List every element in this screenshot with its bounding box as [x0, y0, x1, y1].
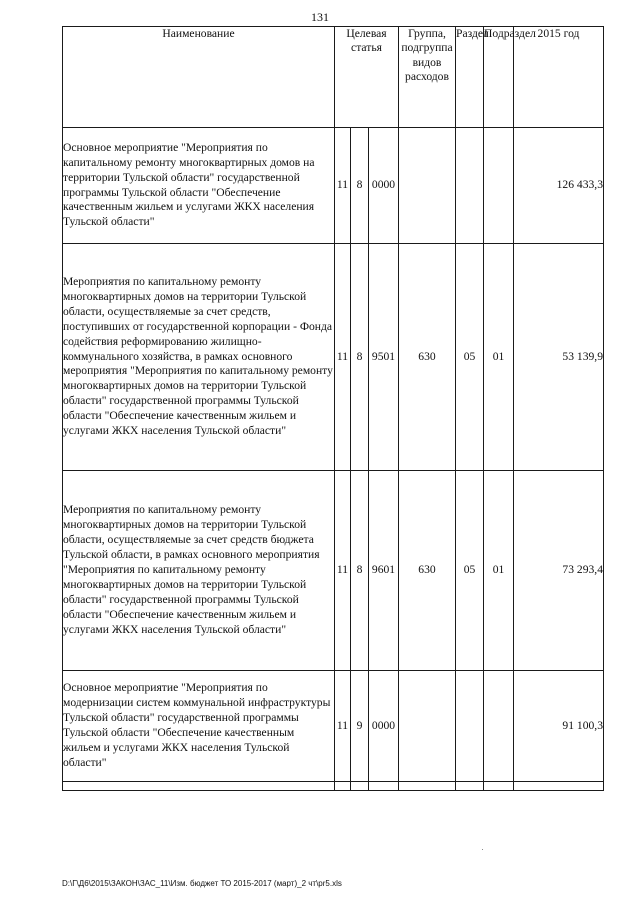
row-name: Основное мероприятие "Мероприятия по капитальному ремонту многоквартирных домов на территории Тульской области" государственной программы Тульской области "Обеспечение качественным жильем и услугами ЖКХ населения Тульской области" — [63, 128, 335, 244]
row-subsection: 01 — [484, 244, 514, 471]
header-group: Группа, подгруппа видов расходов — [399, 27, 456, 128]
row-name: Мероприятия по капитальному ремонту многоквартирных домов на территории Тульской области, осуществляемые за счет средств, поступивших от государственной корпорации - Фонда содействия реформированию жилищно-коммунального хозяйства, в рамках основного мероприятия "Мероприятия по капитальному ремонту многоквартирных домов на территории Тульской области" государственной программы Тульской области "Обеспечение качественным жильем и услугами ЖКХ населения Тульской области" — [63, 244, 335, 471]
table-row — [63, 244, 604, 471]
budget-table — [62, 26, 604, 791]
row-name: Основное мероприятие "Мероприятия по модернизации систем коммунальной инфраструктуры Тульской области" государственной программы Тульской области "Обеспечение качественным жильем и услугами ЖКХ населения Тульской области" — [63, 671, 335, 782]
table-row — [63, 671, 604, 782]
row-subsection — [484, 671, 514, 782]
row-target-1: 11 — [335, 471, 351, 671]
table-header-row — [63, 27, 604, 128]
table-row — [63, 471, 604, 671]
row-group — [399, 128, 456, 244]
row-target-2: 9 — [351, 671, 369, 782]
page-number: 131 — [311, 10, 329, 24]
row-target-1: 11 — [335, 244, 351, 471]
row-amount: 53 139,9 — [514, 244, 604, 471]
row-subsection — [484, 128, 514, 244]
row-amount: 126 433,3 — [514, 128, 604, 244]
header-name: Наименование — [63, 27, 335, 128]
row-target-2: 8 — [351, 128, 369, 244]
row-section — [456, 128, 484, 244]
row-target-3: 9501 — [369, 244, 399, 471]
row-amount: 73 293,4 — [514, 471, 604, 671]
table-row — [63, 128, 604, 244]
row-target-3: 0000 — [369, 128, 399, 244]
header-section: Раздел — [456, 27, 484, 128]
row-target-2: 8 — [351, 244, 369, 471]
row-group: 630 — [399, 471, 456, 671]
row-target-1: 11 — [335, 128, 351, 244]
row-target-3: 0000 — [369, 671, 399, 782]
footer-file-path: D:\Г\Д6\2015\ЗАКОН\ЗАС_11\Изм. бюджет ТО 2015-2017 (март)_2 чт\pr5.xls — [62, 879, 342, 888]
header-subsection: Подраздел — [484, 27, 514, 128]
row-target-2: 8 — [351, 471, 369, 671]
table-end-row — [63, 782, 604, 791]
scan-speck — [482, 849, 483, 850]
header-target: Целевая статья — [335, 27, 399, 128]
row-target-3: 9601 — [369, 471, 399, 671]
row-target-1: 11 — [335, 671, 351, 782]
row-amount: 91 100,3 — [514, 671, 604, 782]
row-group — [399, 671, 456, 782]
row-section: 05 — [456, 244, 484, 471]
row-section: 05 — [456, 471, 484, 671]
row-group: 630 — [399, 244, 456, 471]
header-year: 2015 год — [514, 27, 604, 128]
row-name: Мероприятия по капитальному ремонту многоквартирных домов на территории Тульской области, осуществляемые за счет средств бюджета Тульской области, в рамках основного мероприятия "Мероприятия по капитальному ремонту многоквартирных домов на территории Тульской области" государственной программы Тульской области "Обеспечение качественным жильем и услугами ЖКХ населения Тульской области" — [63, 471, 335, 671]
row-subsection: 01 — [484, 471, 514, 671]
row-section — [456, 671, 484, 782]
